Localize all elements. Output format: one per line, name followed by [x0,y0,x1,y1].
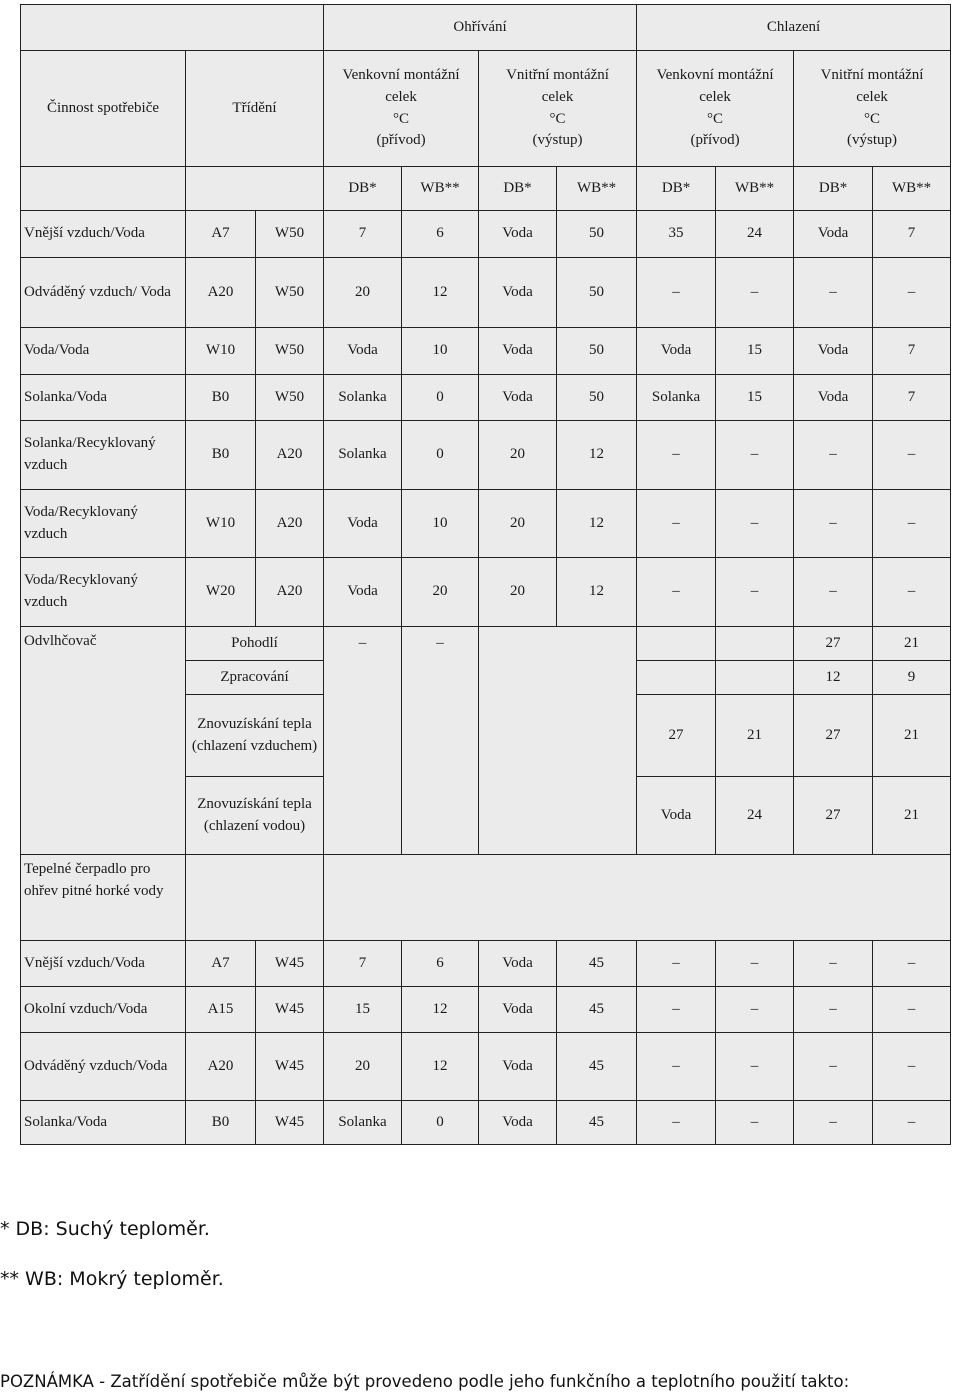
activity-cell: Odváděný vzduch/Voda [21,1033,186,1101]
value-cell: – [716,258,794,328]
value-cell: 0 [402,1101,479,1145]
main-row [21,490,951,558]
appliance-classification-table [20,4,951,1145]
dehumidifier-row [21,627,951,661]
value-cell: 7 [324,941,402,987]
value-cell [716,627,794,661]
value-cell: – [637,941,716,987]
heat-pump-row [21,987,951,1033]
value-cell: 12 [794,661,873,695]
value-cell: 35 [637,211,716,258]
value-cell: 15 [716,375,794,421]
value-cell: Voda [637,777,716,855]
dehumidifier-mode: Znovuzískání tepla (chlazení vodou) [186,777,324,855]
value-cell: – [637,258,716,328]
value-cell: 50 [557,375,637,421]
heat-pump-rows [21,941,951,1145]
value-cell: 45 [557,1101,637,1145]
value-cell: – [637,558,716,627]
main-row [21,328,951,375]
class-sink-cell: W50 [256,258,324,328]
value-cell: 45 [557,1033,637,1101]
value-cell: 50 [557,211,637,258]
class-sink-cell: A20 [256,421,324,490]
dbwb-blank-1 [21,167,186,211]
value-cell: 6 [402,211,479,258]
value-cell: – [637,987,716,1033]
value-cell: – [637,1033,716,1101]
value-cell: 12 [557,490,637,558]
main-row [21,421,951,490]
activity-cell: Vnější vzduch/Voda [21,211,186,258]
dehumidifier-label: Odvlhčovač [21,627,186,855]
col-class: Třídění [186,51,324,167]
value-cell: 21 [873,627,951,661]
value-cell: 7 [873,211,951,258]
value-cell: 12 [402,1033,479,1101]
value-cell: Voda [479,258,557,328]
value-cell: – [637,1101,716,1145]
dehumidifier-mode: Zpracování [186,661,324,695]
class-source-cell: B0 [186,1101,256,1145]
heat-db-cell: – [324,627,402,855]
note-text: POZNÁMKA - Zatřídění spotřebiče může být provedeno podle jeho funkčního a teplotního použití takto: [0,1372,850,1391]
value-cell: – [873,490,951,558]
value-cell: – [794,1101,873,1145]
main-rows [21,211,951,627]
class-sink-cell: W45 [256,941,324,987]
value-cell: – [716,1033,794,1101]
class-sink-cell: W45 [256,1033,324,1101]
value-cell: – [794,490,873,558]
heat-outdoor-header: Venkovní montážní celek °C (přívod) [324,51,479,167]
value-cell: – [873,1033,951,1101]
class-source-cell: A15 [186,987,256,1033]
value-cell [716,661,794,695]
value-cell: 12 [557,421,637,490]
value-cell: Voda [794,328,873,375]
class-source-cell: W20 [186,558,256,627]
value-cell: Voda [794,211,873,258]
value-cell: 12 [402,258,479,328]
value-cell: 20 [479,558,557,627]
activity-cell: Voda/Recyklovaný vzduch [21,558,186,627]
value-cell: Solanka [324,375,402,421]
hp-blank [186,855,324,941]
class-sink-cell: A20 [256,490,324,558]
heat-wb-cell: – [402,627,479,855]
value-cell: 45 [557,941,637,987]
class-sink-cell: W45 [256,1101,324,1145]
value-cell: 21 [716,695,794,777]
activity-cell: Odváděný vzduch/ Voda [21,258,186,328]
value-cell: – [794,421,873,490]
activity-cell: Okolní vzduch/Voda [21,987,186,1033]
hp-blank-values [324,855,951,941]
group-heating: Ohřívání [324,5,637,51]
value-cell: Voda [479,211,557,258]
main-row [21,258,951,328]
activity-cell: Solanka/Voda [21,375,186,421]
value-cell [637,627,716,661]
value-cell: – [794,987,873,1033]
value-cell: 21 [873,695,951,777]
value-cell: – [716,987,794,1033]
db-label: DB* [324,167,402,211]
dehumidifier-rows [21,627,951,855]
value-cell: 27 [637,695,716,777]
value-cell: 50 [557,258,637,328]
value-cell: – [794,1033,873,1101]
value-cell: 24 [716,211,794,258]
cool-outdoor-header: Venkovní montážní celek °C (přívod) [637,51,794,167]
class-source-cell: W10 [186,328,256,375]
value-cell: – [716,421,794,490]
value-cell: 15 [324,987,402,1033]
value-cell: Voda [479,987,557,1033]
value-cell: – [716,490,794,558]
value-cell: 45 [557,987,637,1033]
col-activity: Činnost spotřebiče [21,51,186,167]
class-sink-cell: A20 [256,558,324,627]
class-source-cell: W10 [186,490,256,558]
wb-label: WB** [402,167,479,211]
value-cell: – [716,941,794,987]
heat-pump-row [21,1101,951,1145]
value-cell: 20 [479,490,557,558]
value-cell: 6 [402,941,479,987]
class-source-cell: A20 [186,1033,256,1101]
value-cell: – [637,490,716,558]
dehumidifier-mode: Pohodlí [186,627,324,661]
value-cell: – [637,421,716,490]
value-cell: – [873,987,951,1033]
heat-pump-row [21,1033,951,1101]
value-cell: Voda [479,1033,557,1101]
value-cell: Voda [324,558,402,627]
main-row [21,375,951,421]
heat-indoor-blank [479,627,637,855]
class-source-cell: A7 [186,211,256,258]
dbwb-blank-2 [186,167,324,211]
activity-cell: Voda/Voda [21,328,186,375]
value-cell: – [873,258,951,328]
class-sink-cell: W45 [256,987,324,1033]
value-cell: – [873,941,951,987]
class-sink-cell: W50 [256,375,324,421]
value-cell: 27 [794,627,873,661]
value-cell: – [873,421,951,490]
value-cell: 20 [402,558,479,627]
value-cell: 21 [873,777,951,855]
value-cell: 12 [557,558,637,627]
value-cell: 0 [402,421,479,490]
value-cell: Voda [637,328,716,375]
value-cell: 7 [873,375,951,421]
value-cell: 15 [716,328,794,375]
activity-cell: Vnější vzduch/Voda [21,941,186,987]
main-row [21,211,951,258]
value-cell: 20 [324,258,402,328]
value-cell: 20 [324,1033,402,1101]
dehumidifier-mode: Znovuzískání tepla (chlazení vzduchem) [186,695,324,777]
value-cell: 7 [873,328,951,375]
value-cell: 24 [716,777,794,855]
value-cell: 27 [794,695,873,777]
value-cell: 9 [873,661,951,695]
value-cell: – [873,1101,951,1145]
value-cell: Voda [479,1101,557,1145]
wb-label: WB** [557,167,637,211]
heat-indoor-header: Vnitřní montážní celek °C (výstup) [479,51,637,167]
value-cell: 0 [402,375,479,421]
value-cell: 12 [402,987,479,1033]
class-source-cell: B0 [186,375,256,421]
heat-pump-row [21,941,951,987]
value-cell: 10 [402,328,479,375]
value-cell: – [716,558,794,627]
value-cell: Voda [324,490,402,558]
value-cell: – [794,258,873,328]
value-cell: – [873,558,951,627]
value-cell: Solanka [637,375,716,421]
cool-indoor-header: Vnitřní montážní celek °C (výstup) [794,51,951,167]
class-source-cell: A20 [186,258,256,328]
value-cell: Solanka [324,1101,402,1145]
value-cell: Voda [479,328,557,375]
class-sink-cell: W50 [256,328,324,375]
wb-label: WB** [873,167,951,211]
activity-cell: Solanka/Voda [21,1101,186,1145]
group-cooling: Chlazení [637,5,951,51]
db-label: DB* [637,167,716,211]
value-cell: – [716,1101,794,1145]
value-cell: 20 [479,421,557,490]
value-cell: Voda [479,375,557,421]
footnote-wb: ** WB: Mokrý teploměr. [0,1268,224,1290]
wb-label: WB** [716,167,794,211]
db-label: DB* [479,167,557,211]
class-source-cell: B0 [186,421,256,490]
db-label: DB* [794,167,873,211]
heat-pump-title: Tepelné čerpadlo pro ohřev pitné horké vody [21,855,186,941]
footnote-db: * DB: Suchý teploměr. [0,1218,210,1240]
value-cell: 7 [324,211,402,258]
value-cell: Voda [324,328,402,375]
value-cell: 10 [402,490,479,558]
main-row [21,558,951,627]
value-cell: Voda [794,375,873,421]
value-cell [637,661,716,695]
activity-cell: Voda/Recyklovaný vzduch [21,490,186,558]
value-cell: Voda [479,941,557,987]
header-blank [21,5,324,51]
class-source-cell: A7 [186,941,256,987]
value-cell: 50 [557,328,637,375]
value-cell: Solanka [324,421,402,490]
value-cell: – [794,941,873,987]
activity-cell: Solanka/Recyklovaný vzduch [21,421,186,490]
value-cell: – [794,558,873,627]
value-cell: 27 [794,777,873,855]
class-sink-cell: W50 [256,211,324,258]
